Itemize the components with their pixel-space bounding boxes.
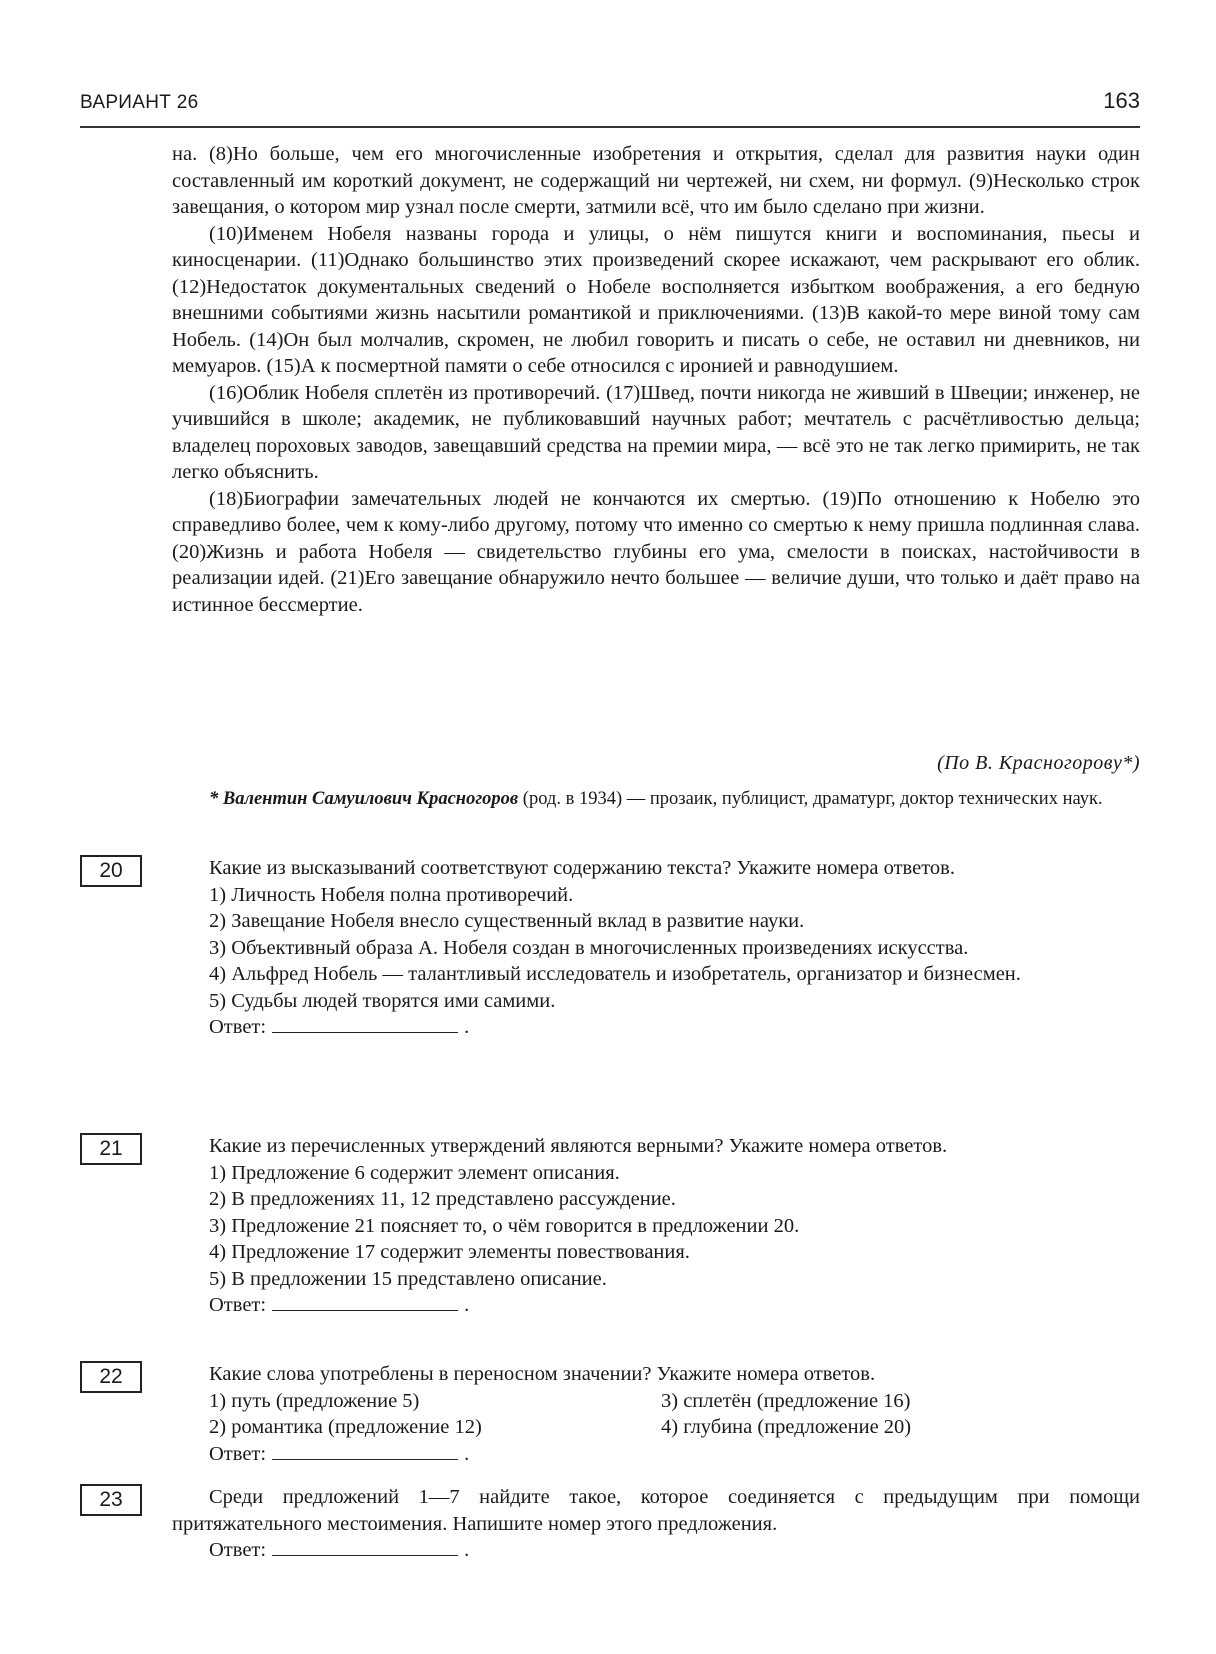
answer-option: 3) Объективный образа А. Нобеля создан в многочисленных произведениях искусства. [209,936,969,959]
answer-label: Ответ: [209,1442,267,1465]
answer-option: 3) Предложение 21 поясняет то, о чём говорится в предложении 20. [209,1214,800,1237]
answer-blank[interactable] [272,1292,458,1311]
answer-blank[interactable] [272,1441,458,1460]
question-stem: Какие из перечисленных утверждений являются верными? Укажите номера ответов. [209,1135,948,1157]
question-21 [172,1133,1140,1319]
page-number: 163 [1103,88,1140,113]
answer-period: . [464,1442,470,1465]
answer-option: 5) В предложении 15 представлено описание. [209,1267,607,1290]
question-number-23: 23 [80,1484,142,1516]
page-header [80,86,1140,128]
answer-option: 1) Предложение 6 содержит элемент описания. [209,1161,620,1184]
question-number-21: 21 [80,1133,142,1165]
answer-blank[interactable] [272,1014,458,1033]
answer-option: 5) Судьбы людей творятся ими самими. [209,989,556,1012]
footnote-text: (род. в 1934) — прозаик, публицист, драматург, доктор технических наук. [518,789,1103,809]
footnote-author: * Валентин Самуилович Красногоров [209,789,519,809]
footnote [172,786,1140,812]
answer-period: . [464,1016,470,1038]
answer-option: 4) Альфред Нобель — талантливый исследователь и изобретатель, организатор и бизнесмен. [209,963,1021,985]
answer-blank[interactable] [272,1537,458,1556]
paragraph: (16)Облик Нобеля сплетён из противоречий. (17)Швед, почти никогда не живший в Швеции; инженер, не учившийся в школе; академик, не публиковавший научных работ; мечтатель с расчётливостью дельца; владелец пороховых заводов, завещавший средства на премии мира, — всё это не так легко примирить, не так легко объяснить. [172,381,1140,483]
question-number-22: 22 [80,1361,142,1393]
question-20 [172,855,1140,1041]
question-stem: Какие слова употреблены в переносном значении? Укажите номера ответов. [209,1363,876,1385]
answer-option: 2) Завещание Нобеля внесло существенный вклад в развитие науки. [209,910,805,932]
answer-option: 4) глубина (предложение 20) [661,1416,912,1438]
answer-period: . [464,1294,470,1316]
main-text [172,141,1140,618]
answer-row [172,1537,1140,1564]
answer-option: 2) романтика (предложение 12) [209,1416,482,1438]
paragraph: (10)Именем Нобеля названы города и улицы, о нём пишутся книги и воспоминания, пьесы и киносценарии. (11)Однако большинство этих произведений скорее искажают, чем раскрывают его облик. (12)Недостаток документальных сведений о Нобеле восполняется избытком воображения, а его бедную внешними событиями жизнь насытили романтикой и приключениями. (13)В какой-то мере виной тому сам Нобель. (14)Он был молчалив, скромен, не любил говорить и писать о себе, не оставил ни дневников, ни мемуаров. (15)А к посмертной памяти о себе относился с иронией и равнодушием. [172,222,1140,377]
paragraph: на. (8)Но больше, чем его многочисленные изобретения и открытия, сделал для развития науки один составленный им короткий документ, не содержащий ни чертежей, ни схем, ни формул. (9)Несколько строк завещания, о котором мир узнал после смерти, затмили всё, что им было сделано при жизни. [172,143,1140,218]
question-22 [172,1361,1140,1467]
answer-row [172,1292,1140,1319]
options-row [172,1388,1140,1415]
question-23 [172,1484,1140,1564]
answer-option: 4) Предложение 17 содержит элементы повествования. [209,1241,690,1263]
answer-option: 1) Личность Нобеля полна противоречий. [209,883,574,906]
question-stem: Какие из высказываний соответствуют содержанию текста? Укажите номера ответов. [209,857,955,879]
answer-label: Ответ: [209,1539,267,1561]
answer-row [172,1014,1140,1041]
question-stem: Среди предложений 1—7 найдите такое, которое соединяется с предыдущим при помощи притяжательного местоимения. Напишите номер этого предложения. [172,1486,1140,1535]
answer-label: Ответ: [209,1016,267,1038]
answer-option: 1) путь (предложение 5) [209,1389,420,1412]
answer-option: 2) В предложениях 11, 12 представлено рассуждение. [209,1188,676,1210]
paragraph: (18)Биографии замечательных людей не кончаются их смертью. (19)По отношению к Нобелю это справедливо более, чем к кому-либо другому, потому что именно со смертью к нему пришла подлинная слава. (20)Жизнь и работа Нобеля — свидетельство глубины его ума, смелости в поисках, настойчивости в реализации идей. (21)Его завещание обнаружило нечто большее — величие души, что только и даёт право на истинное бессмертие. [172,487,1140,616]
attribution: (По В. Красногорову*) [937,752,1140,774]
answer-option: 3) сплетён (предложение 16) [661,1389,911,1412]
answer-period: . [464,1539,470,1561]
variant-title: ВАРИАНТ 26 [80,92,199,113]
answer-label: Ответ: [209,1294,267,1316]
options-row [172,1414,1140,1441]
question-number-20: 20 [80,855,142,887]
answer-row [172,1441,1140,1468]
